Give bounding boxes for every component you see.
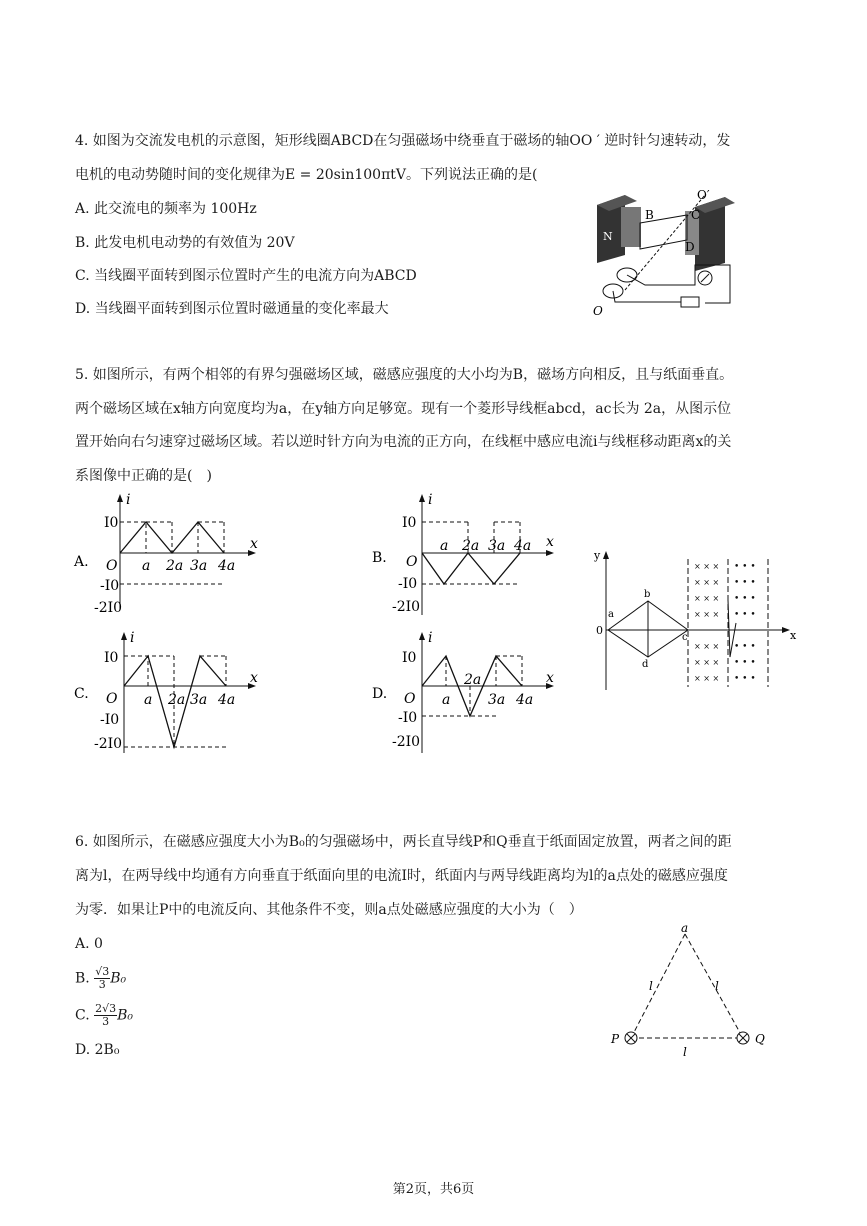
svg-text:• • •: • • •	[734, 562, 756, 572]
q5-graph-b-tick-2a: 2a	[462, 538, 480, 554]
svg-text:× × ×: × × ×	[694, 642, 720, 651]
q5-stem-line4: 系图像中正确的是( )	[75, 468, 212, 484]
q5-stem-line1: 5. 如图所示，有两个相邻的有界匀强磁场区域，磁感应强度的大小均为B，磁场方向相反，且与纸面垂直。	[75, 367, 734, 383]
svg-text:× × ×: × × ×	[694, 674, 720, 683]
q5-graph-d-tick-3a: 3a	[488, 692, 506, 708]
q5-graph-d-tick-4a: 4a	[516, 692, 534, 708]
q5-fig-a: a	[608, 609, 614, 620]
q6-option-c-fraction	[94, 1003, 117, 1028]
q6-stem-line2: 离为l，在两导线中均通有方向垂直于纸面向里的电流I时，纸面内与两导线距离均为l的a点处的磁感应强度	[75, 868, 728, 884]
q5-fig-origin: 0	[596, 624, 603, 637]
q5-graph-b[interactable]	[370, 490, 570, 620]
q5-graph-a-tick-4a: 4a	[218, 558, 236, 574]
q5-graph-d-axis-i: i	[428, 630, 433, 646]
q5-graph-c-origin: O	[106, 691, 118, 707]
q5-graph-c-tick-4a: 4a	[218, 692, 236, 708]
q5-graph-c-neg-i0: -I0	[100, 712, 120, 728]
q5-graph-c-i0: I0	[104, 650, 119, 666]
q4-fig-n: N	[603, 230, 613, 243]
q6-option-b-prefix: B.	[75, 970, 95, 987]
q5-graph-b-tick-4a: 4a	[514, 538, 532, 554]
q5-graph-b-i0: I0	[402, 515, 417, 531]
q5-graph-d-i0: I0	[402, 650, 417, 666]
svg-text:× × ×: × × ×	[694, 658, 720, 667]
q6-fig-l-bottom: l	[683, 1045, 687, 1059]
q5-graph-d-tick-a: a	[442, 692, 451, 708]
q6-option-b-den: 3	[98, 978, 106, 991]
q5-graph-c-neg-2i0: -2I0	[94, 736, 123, 752]
q5-graph-d-label: D.	[372, 686, 388, 702]
q6-triangle-figure	[605, 920, 775, 1060]
q5-graph-c-tick-3a: 3a	[190, 692, 208, 708]
q4-option-a[interactable]: A. 此交流电的频率为 100Hz	[75, 201, 257, 217]
q5-graph-d-origin: O	[404, 691, 416, 707]
svg-text:• • •: • • •	[734, 578, 756, 588]
svg-text:• • •: • • •	[734, 594, 756, 604]
q4-fig-b: B	[645, 208, 654, 222]
q6-stem-line1: 6. 如图所示，在磁感应强度大小为B₀的匀强磁场中，两长直导线P和Q垂直于纸面固定放置，两者之间的距	[75, 834, 732, 850]
q5-graph-a-origin: O	[106, 558, 118, 574]
q4-stem-line1: 4. 如图为交流发电机的示意图，矩形线圈ABCD在匀强磁场中绕垂直于磁场的轴OO ′ 逆时针匀速转动，发	[75, 133, 731, 149]
q5-graph-a-i0: I0	[104, 515, 119, 531]
q4-fig-o: O	[593, 304, 603, 318]
svg-text:• • •: • • •	[734, 610, 756, 620]
q5-fig-y: y	[594, 549, 601, 562]
q5-field-figure	[590, 545, 810, 695]
q4-fig-d: D	[685, 240, 695, 254]
q6-option-b-num: √3	[95, 965, 110, 978]
svg-text:× × ×: × × ×	[694, 578, 720, 587]
q5-graph-d-tick-2a: 2a	[464, 672, 482, 688]
svg-text:× × ×: × × ×	[694, 562, 720, 571]
q6-fig-a: a	[681, 921, 689, 935]
q4-fig-c: C	[691, 208, 701, 222]
q5-graph-a-axis-x: x	[250, 536, 258, 552]
q4-option-c[interactable]: C. 当线圈平面转到图示位置时产生的电流方向为ABCD	[75, 268, 417, 284]
q4-fig-o-prime: O′	[697, 188, 710, 202]
q6-option-c-suffix: B₀	[117, 1007, 134, 1024]
q4-option-b[interactable]: B. 此发电机电动势的有效值为 20V	[75, 235, 295, 251]
q5-stem-line3: 置开始向右匀速穿过磁场区域。若以逆时针方向为电流的正方向，在线框中感应电流i与线框移动距离x的关	[75, 434, 732, 450]
svg-text:• • •: • • •	[734, 674, 756, 684]
q4-option-d[interactable]: D. 当线圈平面转到图示位置时磁通量的变化率最大	[75, 301, 389, 317]
page-footer: 第2页，共6页	[392, 1182, 475, 1197]
q6-option-c-den: 3	[102, 1015, 110, 1028]
q5-graph-b-neg-2i0: -2I0	[392, 599, 421, 615]
q5-graph-c-axis-i: i	[130, 630, 135, 646]
q5-graph-b-axis-x: x	[546, 534, 554, 550]
q5-fig-x: x	[790, 629, 797, 642]
q6-fig-l-right: l	[715, 979, 719, 993]
q5-graph-c-tick-2a: 2a	[168, 692, 186, 708]
q5-stem-line2: 两个磁场区域在x轴方向宽度均为a，在y轴方向足够宽。现有一个菱形导线框abcd，ac长为 2a，从图示位	[75, 401, 732, 417]
q6-option-b[interactable]	[75, 966, 126, 991]
q5-graph-b-origin: O	[406, 554, 418, 570]
q5-graph-b-neg-i0: -I0	[398, 576, 418, 592]
q6-option-b-suffix: B₀	[110, 970, 127, 987]
q6-option-c[interactable]	[75, 1003, 133, 1028]
q6-option-c-prefix: C.	[75, 1007, 95, 1024]
q5-graph-b-tick-a: a	[440, 538, 449, 554]
q6-option-d[interactable]: D. 2B₀	[75, 1042, 120, 1058]
q5-graph-b-tick-3a: 3a	[488, 538, 506, 554]
q5-graph-a-tick-3a: 3a	[190, 558, 208, 574]
q4-generator-figure	[585, 185, 735, 320]
q5-graph-a-neg-i0: -I0	[100, 578, 120, 594]
svg-text:• • •: • • •	[734, 642, 756, 652]
q5-graph-d[interactable]	[370, 628, 570, 758]
q6-fig-p: P	[611, 1032, 620, 1046]
q5-fig-dots	[734, 562, 756, 684]
svg-text:× × ×: × × ×	[694, 610, 720, 619]
q5-graph-a-axis-i: i	[126, 492, 131, 508]
q5-graph-c-label: C.	[74, 686, 89, 702]
q5-graph-a[interactable]	[72, 490, 272, 620]
q5-graph-a-label: A.	[74, 554, 89, 570]
q5-graph-d-axis-x: x	[546, 670, 554, 686]
q5-graph-d-neg-i0: -I0	[398, 710, 418, 726]
q6-fig-q: Q	[755, 1032, 765, 1046]
q5-graph-b-label: B.	[372, 550, 387, 566]
q5-graph-c-axis-x: x	[250, 670, 258, 686]
q6-option-c-num: 2√3	[95, 1002, 117, 1015]
q5-graph-a-tick-a: a	[142, 558, 151, 574]
q6-option-b-fraction	[94, 966, 110, 991]
q5-graph-a-tick-2a: 2a	[166, 558, 184, 574]
q4-stem-line2: 电机的电动势随时间的变化规律为E = 20sin100πtV。下列说法正确的是(	[75, 167, 538, 183]
q5-graph-d-neg-2i0: -2I0	[392, 734, 421, 750]
q6-fig-l-left: l	[649, 979, 653, 993]
q5-fig-d: d	[642, 659, 649, 670]
q5-graph-c[interactable]	[72, 628, 272, 758]
svg-text:× × ×: × × ×	[694, 594, 720, 603]
q5-graph-c-tick-a: a	[144, 692, 153, 708]
q5-fig-b: b	[644, 589, 651, 600]
q6-stem-line3: 为零．如果让P中的电流反向、其他条件不变，则a点处磁感应强度的大小为（ ）	[75, 902, 583, 918]
q5-graph-b-axis-i: i	[428, 492, 433, 508]
q5-fig-crosses	[694, 562, 719, 683]
q6-option-a[interactable]: A. 0	[75, 936, 103, 952]
svg-text:• • •: • • •	[734, 658, 756, 668]
q5-graph-a-neg-2i0: -2I0	[94, 600, 123, 616]
q5-fig-c: c	[682, 632, 688, 643]
